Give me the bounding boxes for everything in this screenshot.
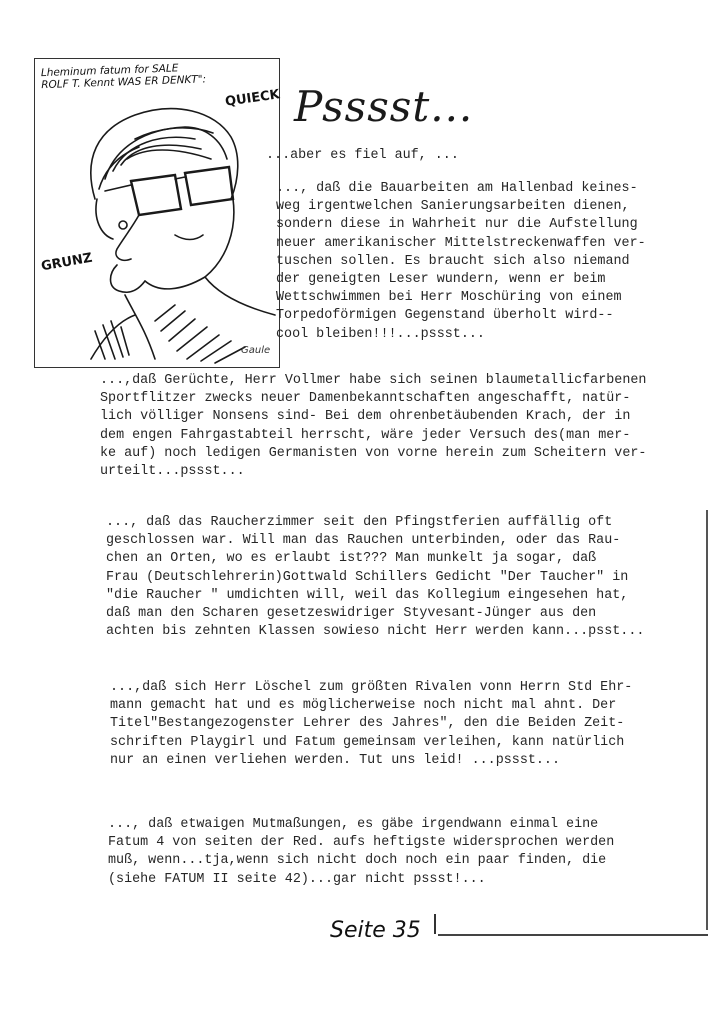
page-number: Seite 35 <box>330 918 421 943</box>
intro-line: ...aber es fiel auf, ... <box>266 148 459 163</box>
margin-rule <box>706 510 708 930</box>
headline: Psssst... <box>294 82 474 131</box>
paragraph-loeschel: ...,daß sich Herr Löschel zum größten Rivalen vonn Herrn Std Ehr- mann gemacht hat und es möglicherweise noch nicht mal ahnt. Der Titel"Bestangezogenster Lehrer des Jahres", den die Beiden Zeit- schriften Playgirl und Fatum gemeinsam verleihen, kann natürlich nur an einen verliehen werden. Tut uns leid! ...pssst... <box>110 680 633 768</box>
artist-signature: Gaule <box>241 345 271 356</box>
sound-effect-quieck: QUIECK <box>224 87 281 110</box>
sound-effect-grunz: GRUNZ <box>40 250 94 275</box>
cartoon-illustration <box>34 58 280 368</box>
paragraph-hallenbad: ..., daß die Bauarbeiten am Hallenbad keines- weg irgentwelchen Sanierungsarbeiten dienen, sondern diese in Wahrheit nur die Aufstellung neuer amerikanischer Mittelstreckenwaffen ver- tuschen sollen. Es braucht sich also niemand der geneigten Leser wundern, wenn er beim Wettschwimmen bei Herr Moschüring von einem Torpedoförmigen Gegenstand überholt wird-- cool bleiben!!!...pssst... <box>276 181 646 342</box>
page-number-divider <box>434 914 436 934</box>
paragraph-fatum: ..., daß etwaigen Mutmaßungen, es gäbe irgendwann einmal eine Fatum 4 von seiten der Red. aufs heftigste widersprochen werden muß, wenn...tja,wenn sich nicht doch noch ein paar finden, die (siehe FATUM II seite 42)...gar nicht pssst!... <box>108 817 615 887</box>
paragraph-vollmer: ...,daß Gerüchte, Herr Vollmer habe sich seinen blaumetallicfarbenen Sportflitzer zwecks neuer Damenbekanntschaften angeschafft, natür- lich völliger Nonsens sind- Bei dem ohrenbetäubenden Krach, der in dem engen Fahrgastabteil herrscht, wäre jeder Versuch des(man mer- ke auf) noch ledigen Germanisten von vorne herein zum Scheitern ver- urteilt...pssst... <box>100 373 647 480</box>
paragraph-raucherzimmer: ..., daß das Raucherzimmer seit den Pfingstferien auffällig oft geschlossen war. Will man das Rauchen unterbinden, oder das Rau- chen an Orten, wo es erlaubt ist??? Man munkelt ja sogar, daß Frau (Deutschlehrerin)Gottwald Schillers Gedicht "Der Taucher" in "die Raucher " umdichten will, weil das Kollegium eingesehen hat, daß man den Scharen gesetzeswidriger Styvesant-Jünger aus den achten bis zehnten Klassen sowieso nicht Herr werden kann...psst... <box>106 515 645 640</box>
footer-rule <box>438 934 708 936</box>
cartoon-caption: Lheminum fatum for SALE ROLF T. Kennt WAS ER DENKT": <box>40 62 207 92</box>
